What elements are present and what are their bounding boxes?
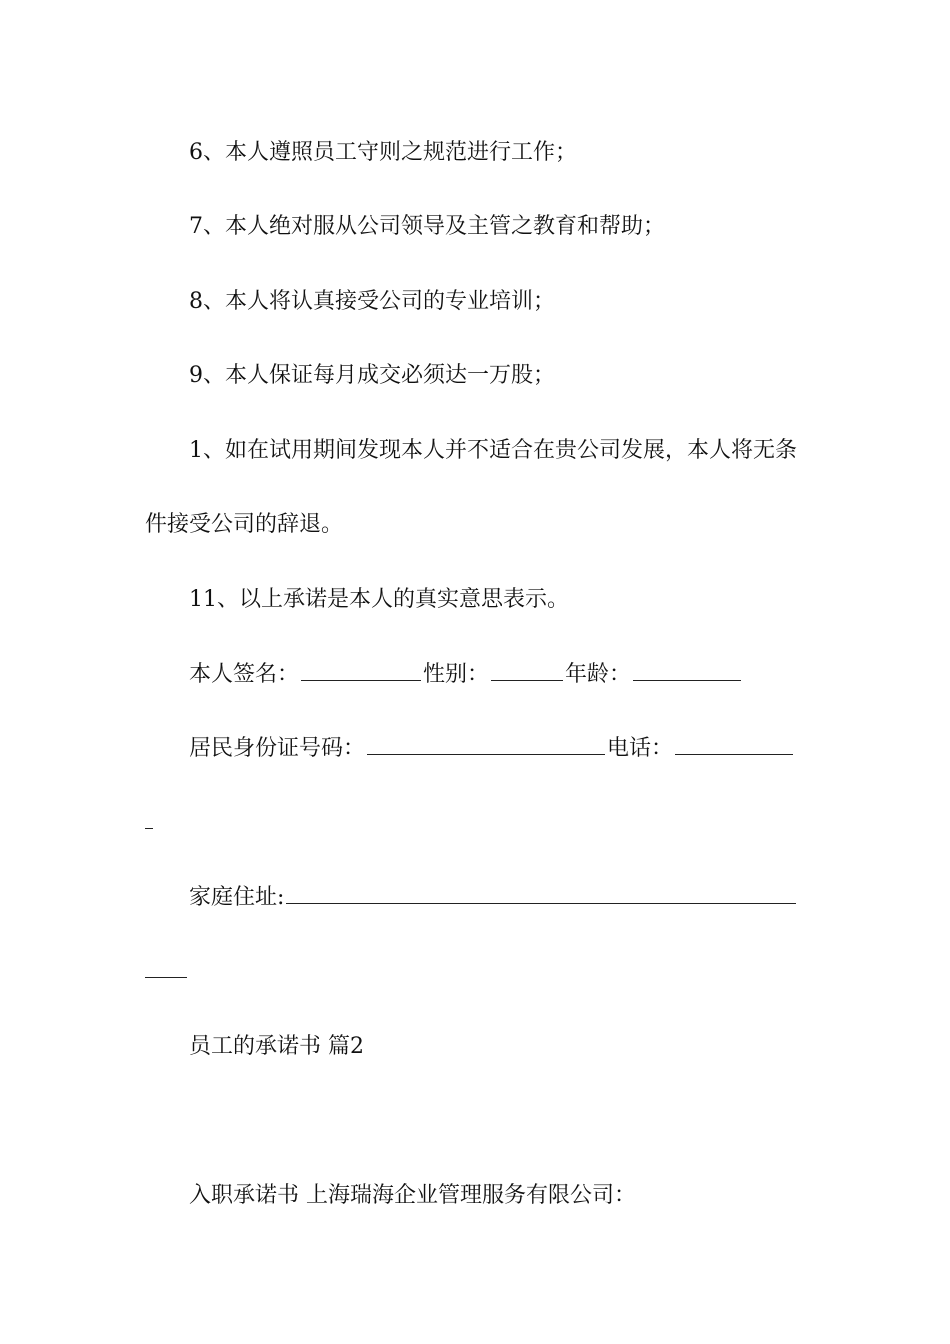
address-blank-wrap xyxy=(145,957,187,987)
address-blank-continued[interactable] xyxy=(145,957,187,978)
id-phone-row xyxy=(189,734,795,764)
clause-6: 6、本人遵照员工守则之规范进行工作； xyxy=(189,140,577,165)
clause-11: 11、以上承诺是本人的真实意思表示。 xyxy=(189,587,569,612)
age-label: 年龄： xyxy=(565,662,632,687)
signature-row xyxy=(189,660,743,690)
id-number-blank[interactable] xyxy=(367,734,605,755)
gender-blank[interactable] xyxy=(491,660,563,681)
phone-blank-continued[interactable] xyxy=(145,808,153,829)
address-blank[interactable] xyxy=(286,883,796,904)
gender-label: 性别： xyxy=(423,662,490,687)
phone-label: 电话： xyxy=(607,736,674,761)
clause-10-line-2: 件接受公司的辞退。 xyxy=(145,512,344,537)
address-label: 家庭住址: xyxy=(189,885,285,910)
phone-blank[interactable] xyxy=(675,734,793,755)
clause-9: 9、本人保证每月成交必须达一万股； xyxy=(189,363,555,388)
age-blank[interactable] xyxy=(633,660,741,681)
signature-label: 本人签名： xyxy=(189,662,300,687)
clause-10-line-1: 1、如在试用期间发现本人并不适合在贵公司发展，本人将无条 xyxy=(189,438,797,463)
signature-blank[interactable] xyxy=(301,660,421,681)
clause-8: 8、本人将认真接受公司的专业培训； xyxy=(189,289,555,314)
section-2-first-line: 入职承诺书 上海瑞海企业管理服务有限公司： xyxy=(189,1183,636,1208)
section-2-title: 员工的承诺书 篇2 xyxy=(189,1034,364,1059)
phone-blank-wrap xyxy=(145,808,153,838)
address-row xyxy=(189,883,796,913)
clause-7: 7、本人绝对服从公司领导及主管之教育和帮助； xyxy=(189,214,665,239)
id-number-label: 居民身份证号码： xyxy=(189,736,366,761)
